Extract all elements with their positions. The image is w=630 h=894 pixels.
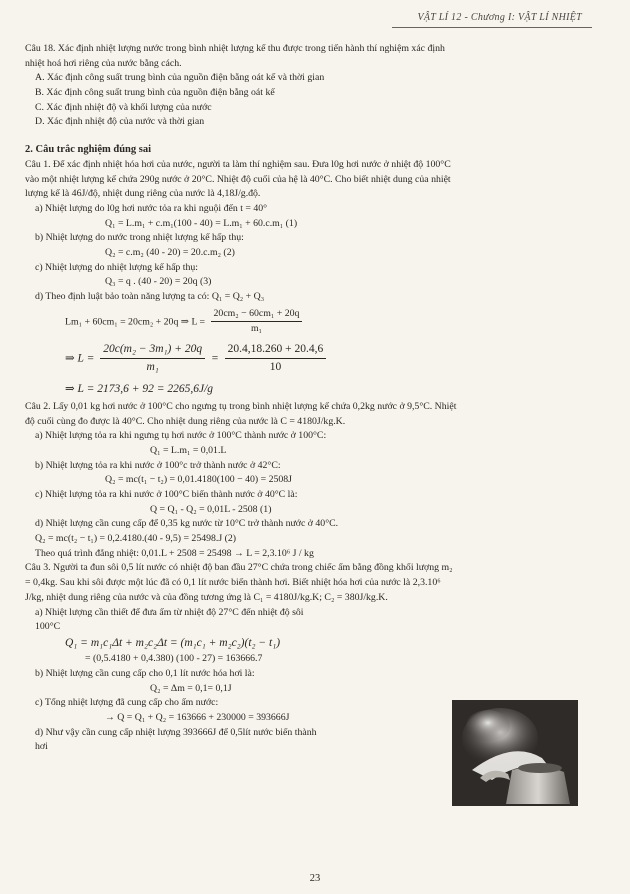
c1-part-a-equation: Q₁ = L.m₁ + c.m₁(100 - 40) = L.m₁ + 60.c.m₁ (1) [105,217,298,229]
c1-equation-1: Lm₁ + 60cm₁ = 20cm₂ + 20q ⇒ L = $\frac{\text{20cm₂ − 60cm₁ + 20q}}{\text{m₁}}$ [25,307,610,337]
c1-equation-2: ⇒ L = $\frac{\text{20c(m₂ − 3m₁) + 20q}}{\text{m₁}}$ = $\frac{20.4,18.260 + 20.4,6}{10}$ [25,341,610,377]
c3-part-a-equation1: Q₁ = m₁c₁Δt + m₂c₂Δt = (m₁c₁ + m₂c₂)(t₂ − t₁) [65,636,281,649]
c2-part-c-equation: Q = Q₁ - Q₂ = 0,01L - 2508 (1) [150,503,272,515]
c3-part-c: c) Tổng nhiệt lượng đã cung cấp cho ấm nước: [35,697,219,709]
running-header: VẬT LÍ 12 - Chương I: VẬT LÍ NHIỆT [417,12,582,23]
c1-stem-line2: vào một nhiệt lượng kế chứa 290g nước ở 20°C. Nhiệt độ cuối của hệ là 40°C. Cho biết nhiệt dung của nhiệt [25,173,451,185]
q18-option-c: C. Xác định nhiệt độ và khối lượng của nước [35,101,212,113]
c3-part-a-line2: 100°C [35,621,61,633]
section-heading: 2. Câu trắc nghiệm đúng sai [25,144,152,156]
c2-part-d-conclusion: Theo quá trình đẳng nhiệt: 0,01.L + 2508 = 25498 → L = 2,3.10⁶ J / kg [35,547,314,559]
header-rule [392,27,592,28]
c1-fraction-3: $\frac{20.4,18.260 + 20.4,6}{10}$ [225,341,327,377]
c1-part-b: b) Nhiệt lượng do nước trong nhiệt lượng kế hấp thụ: [35,232,244,244]
c1-part-c: c) Nhiệt lượng do nhiệt lượng kế hấp thụ: [35,261,199,273]
c2-part-c: c) Nhiệt lượng tỏa ra khi nước ở 100°C biến thành nước ở 40°C là: [35,489,298,500]
c3-stem-line1: Câu 3. Người ta đun sôi 0,5 lít nước có nhiệt độ ban đầu 27°C chứa trong chiếc ấm bằng đồng khối lượng m₂ [25,562,453,574]
c2-part-b: b) Nhiệt lượng tỏa ra khi nước ở 100°c trở thành nước ở 42°C: [35,459,281,471]
q18-option-a: A. Xác định công suất trung bình của nguồn điện bằng oát kế và thời gian [35,72,325,84]
c3-part-d-line2: hơi [35,741,48,753]
c2-stem-line2: độ cuối cùng đo được là 40°C. Cho nhiệt dung riêng của nước là C = 4180J/kg.K. [25,415,346,427]
c2-part-a: a) Nhiệt lượng tỏa ra khi ngưng tụ hơi nước ở 100°C thành nước ở 100°C: [35,430,327,442]
c3-part-a-line1: a) Nhiệt lượng cần thiết để đưa ấm từ nhiệt độ 27°C đến nhiệt độ sôi [35,606,304,618]
c3-part-b: b) Nhiệt lượng cần cung cấp cho 0,1 lít nước hóa hơi là: [35,667,255,679]
c1-fraction-2: $\frac{\text{20c(m₂ − 3m₁) + 20q}}{\text{m₁}}$ [100,341,205,377]
q18-option-d: D. Xác định nhiệt độ của nước và thời gian [35,116,205,128]
boiling-kettle-photo [452,700,578,806]
c1-part-d: d) Theo định luật bảo toàn năng lượng ta có: Q₁ = Q₂ + Q₃ [35,291,265,303]
c3-part-d-line1: d) Như vậy cần cung cấp nhiệt lượng 393666J để 0,5lít nước biến thành [35,726,317,738]
c1-equation-3: ⇒ L = 2173,6 + 92 = 2265,6J/g [65,382,214,395]
c1-part-b-equation: Q₂ = c.m₂ (40 - 20) = 20.c.m₂ (2) [105,247,235,258]
q18-stem-line2: nhiệt hoá hơi riêng của nước bằng cách. [25,57,182,69]
c2-part-b-equation: Q₂ = mc(t₁ − t₂) = 0,01.4180(100 − 40) = 2508J [105,474,292,486]
c1-part-a: a) Nhiệt lượng do l0g hơi nước tỏa ra khi nguội đến t = 40° [35,202,268,214]
c2-part-a-equation: Q₁ = L.m₁ = 0,01.L [150,444,227,456]
c3-part-b-equation: Q₂ = Δm = 0,1= 0,1J [150,682,232,694]
kettle-steam-illustration [452,700,578,806]
page-number: 23 [309,873,321,884]
c1-part-c-equation: Q₃ = q . (40 - 20) = 20q (3) [105,276,212,288]
c1-stem-line1: Câu 1. Để xác định nhiệt hóa hơi của nước, người ta làm thí nghiệm sau. Đưa l0g hơi nước ở nhiệt độ 100°C [25,158,451,170]
c3-stem-line3: J/kg, nhiệt dung riêng của nước và của đồng tương ứng là C₁ = 4180J/kg.K; C₂ = 380J/kg.K. [25,591,388,603]
c3-part-a-equation2: = (0,5.4180 + 0,4.380) (100 - 27) = 163666.7 [85,653,263,665]
c1-fraction-1: $\frac{\text{20cm₂ − 60cm₁ + 20q}}{\text{m₁}}$ [211,307,303,337]
c3-part-c-equation: → Q = Q₁ + Q₂ = 163666 + 230000 = 393666J [105,711,290,723]
c3-stem-line2: = 0,4kg. Sau khi sôi được một lúc đã có 0,1 lít nước biến thành hơi. Biết nhiệt hóa hơi của nước là 2,3.10⁶ [25,577,441,589]
c2-part-d: d) Nhiệt lượng cần cung cấp để 0,35 kg nước từ 10°C trở thành nước ở 40°C. [35,518,339,530]
c2-stem-line1: Câu 2. Lấy 0,01 kg hơi nước ở 100°C cho ngưng tụ trong bình nhiệt lượng kế chứa 0,2kg nước ở 9,5°C. Nhiệt [25,400,457,412]
page-content [25,42,610,755]
q18-stem-line1: Câu 18. Xác định nhiệt lượng nước trong bình nhiệt lượng kế thu được trong tiến hành thí nghiệm xác định [25,43,445,54]
q18-option-b: B. Xác định công suất trung bình của nguồn điện bằng oát kế [35,87,275,99]
c1-stem-line3: lượng kế là 46J/độ, nhiệt dung riêng của nước là 4,18J/g.độ. [25,188,261,200]
c2-part-d-equation: Q₂ = mc(t₂ − t₁) = 0,2.4180.(40 - 9,5) = 25498.J (2) [35,533,237,545]
